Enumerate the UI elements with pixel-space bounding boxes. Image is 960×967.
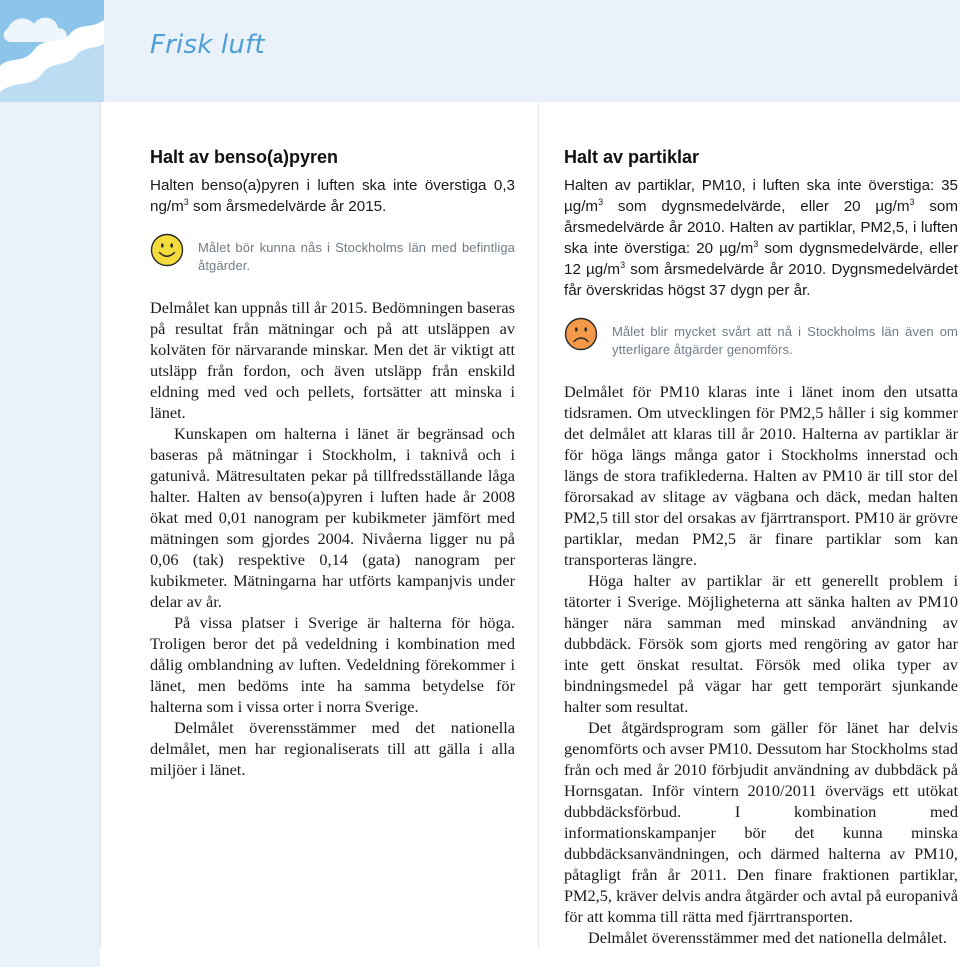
section-heading-particles: Halt av partiklar xyxy=(564,147,700,167)
paragraph: Det åtgärdsprogram som gäller för länet har delvis genomförts och avser PM10. Dessutom har Stockholms stad från och med år 2010 förbjudit användning av dubbdäck på Hornsgatan. Inför vintern 2010/2011 övervägs ett utökat dubbdäcksförbud. I kombination med informationskampanjer bör det kunna minska dubbdäcksanvändningen, och därmed halterna av PM10, påtagligt från år 2011. Den finare fraktionen partiklar, PM2,5, kräver delvis andra åtgärder och avtal på europanivå för att komma till rätta med fjärrtransporten. xyxy=(564,718,958,926)
section-heading-benzopyrene: Halt av benso(a)pyren xyxy=(150,147,339,167)
cloud-sky-icon xyxy=(0,0,104,102)
body-text xyxy=(564,381,958,948)
body-text xyxy=(150,297,515,780)
sad-face-icon xyxy=(564,317,598,351)
paragraph: Kunskapen om halterna i länet är begränsad och baseras på mätningar i Stockholm, i taknivå och i gatunivå. Mätresultaten pekar på tillfredsställande låga halter. Halten av benso(a)pyren i luften hade år 2008 ökat med 0,01 nanogram per kubikmeter jämfört med mätningen som gjordes 2004. Nivåerna ligger nu på 0,06 (tak) respektive 0,14 (gata) nanogram per kubikmeter. Mätningarna har utförts kampanjvis under delar av år. xyxy=(150,424,515,611)
paragraph: På vissa platser i Sverige är halterna för höga. Troligen beror det på vedeldning i kombination med dålig omblandning av luften. Vedeldning förekommer i länet, men bedöms inte ha samma betydelse för halterna som i vissa orter i norra Sverige. xyxy=(150,613,515,716)
page-header xyxy=(0,0,960,102)
paragraph: Delmålet kan uppnås till år 2015. Bedömningen baseras på resultat från mätningar och på att utsläppen av kolväten för närvarande minskar. Men det är viktigt att utsläpp från fordon, och även utsläpp från enskild eldning med ved och pellets, fortsätter att minska i länet. xyxy=(150,298,515,422)
column-divider xyxy=(100,102,101,947)
paragraph: Delmålet överensstämmer med det nationella delmålet. xyxy=(588,928,947,947)
goal-status-text: Målet blir mycket svårt att nå i Stockholms län även om ytterligare åtgärder genomförs. xyxy=(612,324,958,357)
goal-status xyxy=(150,233,515,275)
goal-status-text: Målet bör kunna nås i Stockholms län med befintliga åtgärder. xyxy=(198,240,515,273)
left-margin-band xyxy=(0,102,100,967)
left-column xyxy=(150,145,515,780)
paragraph: Delmålet för PM10 klaras inte i länet inom den utsatta tidsramen. Om utvecklingen för PM2,5 håller i sig kommer det delmålet att klaras till år 2010. Halterna av partiklar är för höga längs många gator i Stockholms innerstad och längs de stora trafiklederna. Halten av PM10 är till stor del förorsakad av slitage av vägbana och däck, medan halten PM2,5 till stor del orsakas av fjärrtransport. PM10 är grövre partiklar, medan PM2,5 är finare partiklar som kan transporteras längre. xyxy=(564,382,958,569)
right-column xyxy=(564,145,958,948)
target-statement: Halten benso(a)pyren i luften ska inte överstiga 0,3 $ng/m^3$ som årsmedelvärde år 2015. xyxy=(150,177,515,215)
page-title: Frisk luft xyxy=(150,30,265,60)
column-divider xyxy=(538,102,539,947)
paragraph: Höga halter av partiklar är ett generellt problem i tätorter i Sverige. Möjligheterna att sänka halten av PM10 hänger nära samman med minskad användning av dubbdäck. Försök som gjorts med rengöring av gator har inte gett önskat resultat. Försök med olika typer av bindningsmedel på vägar har gett temporärt sjunkande halter som resultat. xyxy=(564,571,958,716)
paragraph: Delmålet överensstämmer med det nationella delmålet, men har regionaliserats till att gälla i alla miljöer i länet. xyxy=(150,718,515,779)
goal-status xyxy=(564,317,958,359)
happy-face-icon xyxy=(150,233,184,267)
target-statement: Halten av partiklar, PM10, i luften ska inte överstiga: 35 $\mu g/m^3$ som dygnsmedelvärde, eller 20 $\mu g/m^3$ som årsmedelvärde år 2010. Halten av partiklar, PM2,5, i luften ska inte överstiga: 20 $\mu g/m^3$ som dygnsmedelvärde, eller 12 $\mu g/m^3$ som årsmedelvärde år 2010. Dygnsmedelvärdet får överskridas högst 37 dygn per år. xyxy=(564,177,958,299)
